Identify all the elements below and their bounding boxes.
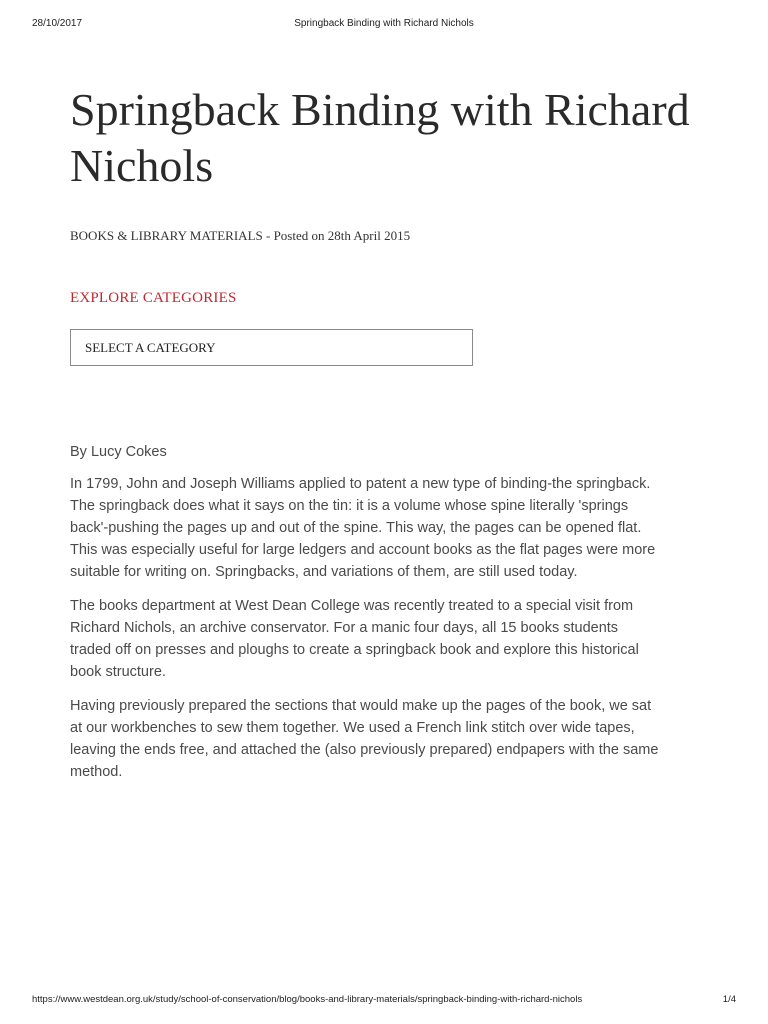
article-meta: BOOKS & LIBRARY MATERIALS - Posted on 28th April 2015 <box>70 228 411 243</box>
article-paragraph: Having previously prepared the sections that would make up the pages of the book, we sat at our workbenches to sew them together. We used a French link stitch over wide tapes, leaving the ends free, and attached the (also previously prepared) endpapers with the same method. <box>70 698 659 780</box>
print-header <box>32 18 736 32</box>
article-byline: By Lucy Cokes <box>70 444 167 460</box>
article-paragraph: In 1799, John and Joseph Williams applied to patent a new type of binding-the springback. The springback does what it says on the tin: it is a volume whose spine literally 'springs back'-pushing the pages up and out of the spine. This way, the pages can be opened flat. This was especially useful for large ledgers and account books as the flat pages were more suitable for writing on. Springbacks, and variations of them, are still used today. <box>70 476 656 580</box>
category-select[interactable] <box>70 329 473 366</box>
article-paragraph: The books department at West Dean College was recently treated to a special visit from Richard Nichols, an archive conservator. For a manic four days, all 15 books students traded off on presses and ploughs to create a springback book and explore this historical book structure. <box>70 598 639 680</box>
print-date: 28/10/2017 <box>32 18 83 29</box>
page-number: 1/4 <box>722 994 736 1005</box>
print-url: https://www.westdean.org.uk/study/school-of-conservation/blog/books-and-library-materials/springback-binding-with-richard-nichols <box>32 994 583 1005</box>
category-select-value: SELECT A CATEGORY <box>85 339 216 355</box>
print-page-title: Springback Binding with Richard Nichols <box>294 18 474 29</box>
article-title: Springback Binding with Richard Nichols <box>70 84 690 191</box>
article-body <box>70 441 660 795</box>
explore-categories-heading: EXPLORE CATEGORIES <box>70 290 237 306</box>
print-footer <box>32 994 736 1008</box>
